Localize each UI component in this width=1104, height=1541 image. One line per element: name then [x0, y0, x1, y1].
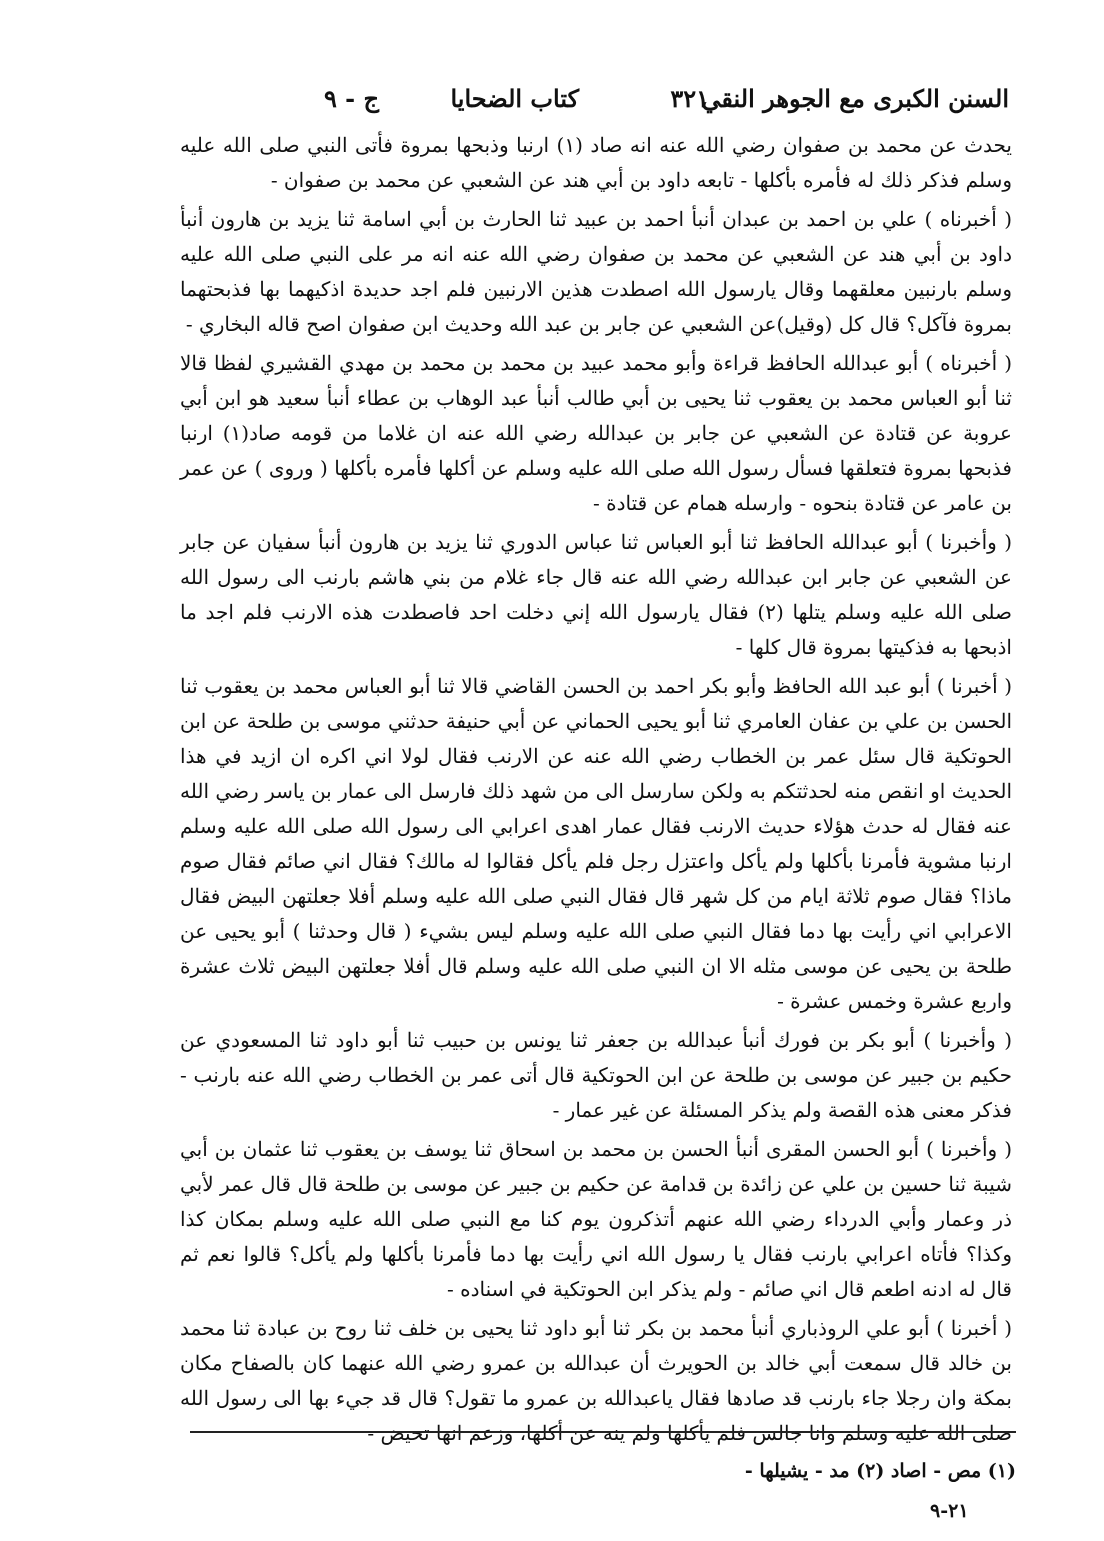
paragraph: ( أخبرنا ) أبو عبد الله الحافظ وأبو بكر احمد بن الحسن القاضي قالا ثنا أبو العباس محمد بن يعقوب ثنا الحسن بن علي بن عفان العامري ثنا أبو يحيى الحماني عن أبي حنيفة حدثني موسى بن طلحة عن ابن الحوتكية قال سئل عمر بن الخطاب رضي الله عنه عن الارنب فقال لولا اني اكره ان ازيد في هذا الحديث او انقص منه لحدثتكم به ولكن سارسل الى من شهد ذلك فارسل الى عمار بن ياسر رضي الله عنه فقال له حدث هؤلاء حديث الارنب فقال عمار اهدى اعرابي الى رسول الله صلى الله عليه وسلم ارنبا مشوية فأمرنا بأكلها ولم يأكل واعتزل رجل فلم يأكل فقالوا له مالك؟ فقال اني صائم فقال صوم ماذا؟ فقال صوم ثلاثة ايام من كل شهر قال فقال النبي صلى الله عليه وسلم أفلا جعلتهن البيض فقال الاعرابي اني رأيت بها دما فقال النبي صلى الله عليه وسلم ليس بشيء ( قال وحدثنا ) أبو يحيى عن طلحة بن يحيى عن موسى مثله الا ان النبي صلى الله عليه وسلم قال أفلا جعلتهن البيض ثلاث عشرة واربع عشرة وخمس عشرة -: [180, 674, 1013, 1013]
page-header: [180, 84, 1009, 126]
signature-mark: ٢١-٩: [930, 1500, 969, 1522]
paragraph: يحدث عن محمد بن صفوان رضي الله عنه انه صاد (١) ارنبا وذبحها بمروة فأتى النبي صلى الله عليه وسلم فذكر ذلك له فأمره بأكلها - تابعه داود بن أبي هند عن الشعبي عن محمد بن صفوان -: [180, 133, 1013, 192]
chapter-title: كتاب الضحايا: [450, 84, 579, 113]
book-title: السنن الكبرى مع الجوهر النقي: [701, 84, 1009, 113]
paragraph: ( أخبرناه ) أبو عبدالله الحافظ قراءة وأبو محمد عبيد بن محمد بن محمد بن مهدي القشيري لفظا قالا ثنا أبو العباس محمد بن يعقوب ثنا يحيى بن أبي طالب أنبأ عبد الوهاب بن عطاء أنبأ سعيد هو ابن أبي عروبة عن قتادة عن الشعبي عن جابر بن عبدالله رضي الله عنه ان غلاما من قومه صاد(١) ارنبا فذبحها بمروة فتعلقها فسأل رسول الله صلى الله عليه وسلم عن أكلها فأمره بأكلها ( وروى ) عن عمر بن عامر عن قتادة بنحوه - وارسله همام عن قتادة -: [180, 351, 1013, 515]
paragraph: ( وأخبرنا ) أبو الحسن المقرى أنبأ الحسن بن محمد بن اسحاق ثنا يوسف بن يعقوب ثنا عثمان بن أبي شيبة ثنا حسين بن علي عن زائدة بن قدامة عن حكيم بن جبير عن موسى بن طلحة قال قال عمر لأبي ذر وعمار وأبي الدرداء رضي الله عنهم أتذكرون يوم كنا مع النبي صلى الله عليه وسلم بمكان كذا وكذا؟ فأتاه اعرابي بارنب فقال يا رسول الله اني رأيت بها دما فأمرنا بأكلها ولم يأكل؟ قالوا نعم ثم قال له ادنه اطعم قال اني صائم - ولم يذكر ابن الحوتكية في اسناده -: [180, 1137, 1012, 1301]
main-text: [180, 128, 1012, 1455]
footnote-divider: [190, 1431, 1016, 1433]
paragraph: ( أخبرنا ) أبو علي الروذباري أنبأ محمد بن بكر ثنا أبو داود ثنا يحيى بن خلف ثنا روح بن عبادة ثنا محمد بن خالد قال سمعت أبي خالد بن الحويرث أن عبدالله بن عمرو رضي الله عنهما كان بالصفاح مكان بمكة وان رجلا جاء بارنب قد صادها فقال ياعبدالله بن عمرو ما تقول؟ قال قد جيء بها الى رسول الله صلى الله عليه وسلم وانا جالس فلم يأكلها ولم ينه عن أكلها، وزعم انها تحيض -: [180, 1316, 1012, 1445]
paragraph: ( وأخبرنا ) أبو بكر بن فورك أنبأ عبدالله بن جعفر ثنا يونس بن حبيب ثنا أبو داود ثنا المسعودي عن حكيم بن جبير عن موسى بن طلحة عن ابن الحوتكية قال أتى عمر بن الخطاب رضي الله عنه بارنب - فذكر معنى هذه القصة ولم يذكر المسئلة عن غير عمار -: [180, 1028, 1012, 1122]
paragraph: ( وأخبرنا ) أبو عبدالله الحافظ ثنا أبو العباس ثنا عباس الدوري ثنا يزيد بن هارون أنبأ سفيان عن جابر عن الشعبي عن جابر ابن عبدالله رضي الله عنه قال جاء غلام من بني هاشم بارنب الى رسول الله صلى الله عليه وسلم يتلها (٢) فقال يارسول الله إني دخلت احد فاصطدت هذه الارنب فلم اجد ما اذبحها به فذكيتها بمروة قال كلها -: [180, 530, 1012, 659]
volume-number: ج - ٩: [323, 84, 379, 113]
paragraph: ( أخبرناه ) علي بن احمد بن عبدان أنبأ احمد بن عبيد ثنا الحارث بن أبي اسامة ثنا يزيد بن هارون أنبأ داود بن أبي هند عن الشعبي عن محمد بن صفوان رضي الله عنه انه مر على النبي صلى الله عليه وسلم بارنبين معلقهما وقال يارسول الله اصطدت هذين الارنبين فلم اجد حديدة اذكيهما بها فذبحتهما بمروة فآكل؟ قال كل (وقيل)عن الشعبي عن جابر بن عبد الله وحديث ابن صفوان اصح قاله البخاري -: [180, 207, 1012, 336]
footnote: (١) مص - اصاد (٢) مد - يشيلها -: [744, 1460, 1016, 1482]
page-number: ٣٢١: [670, 84, 709, 113]
